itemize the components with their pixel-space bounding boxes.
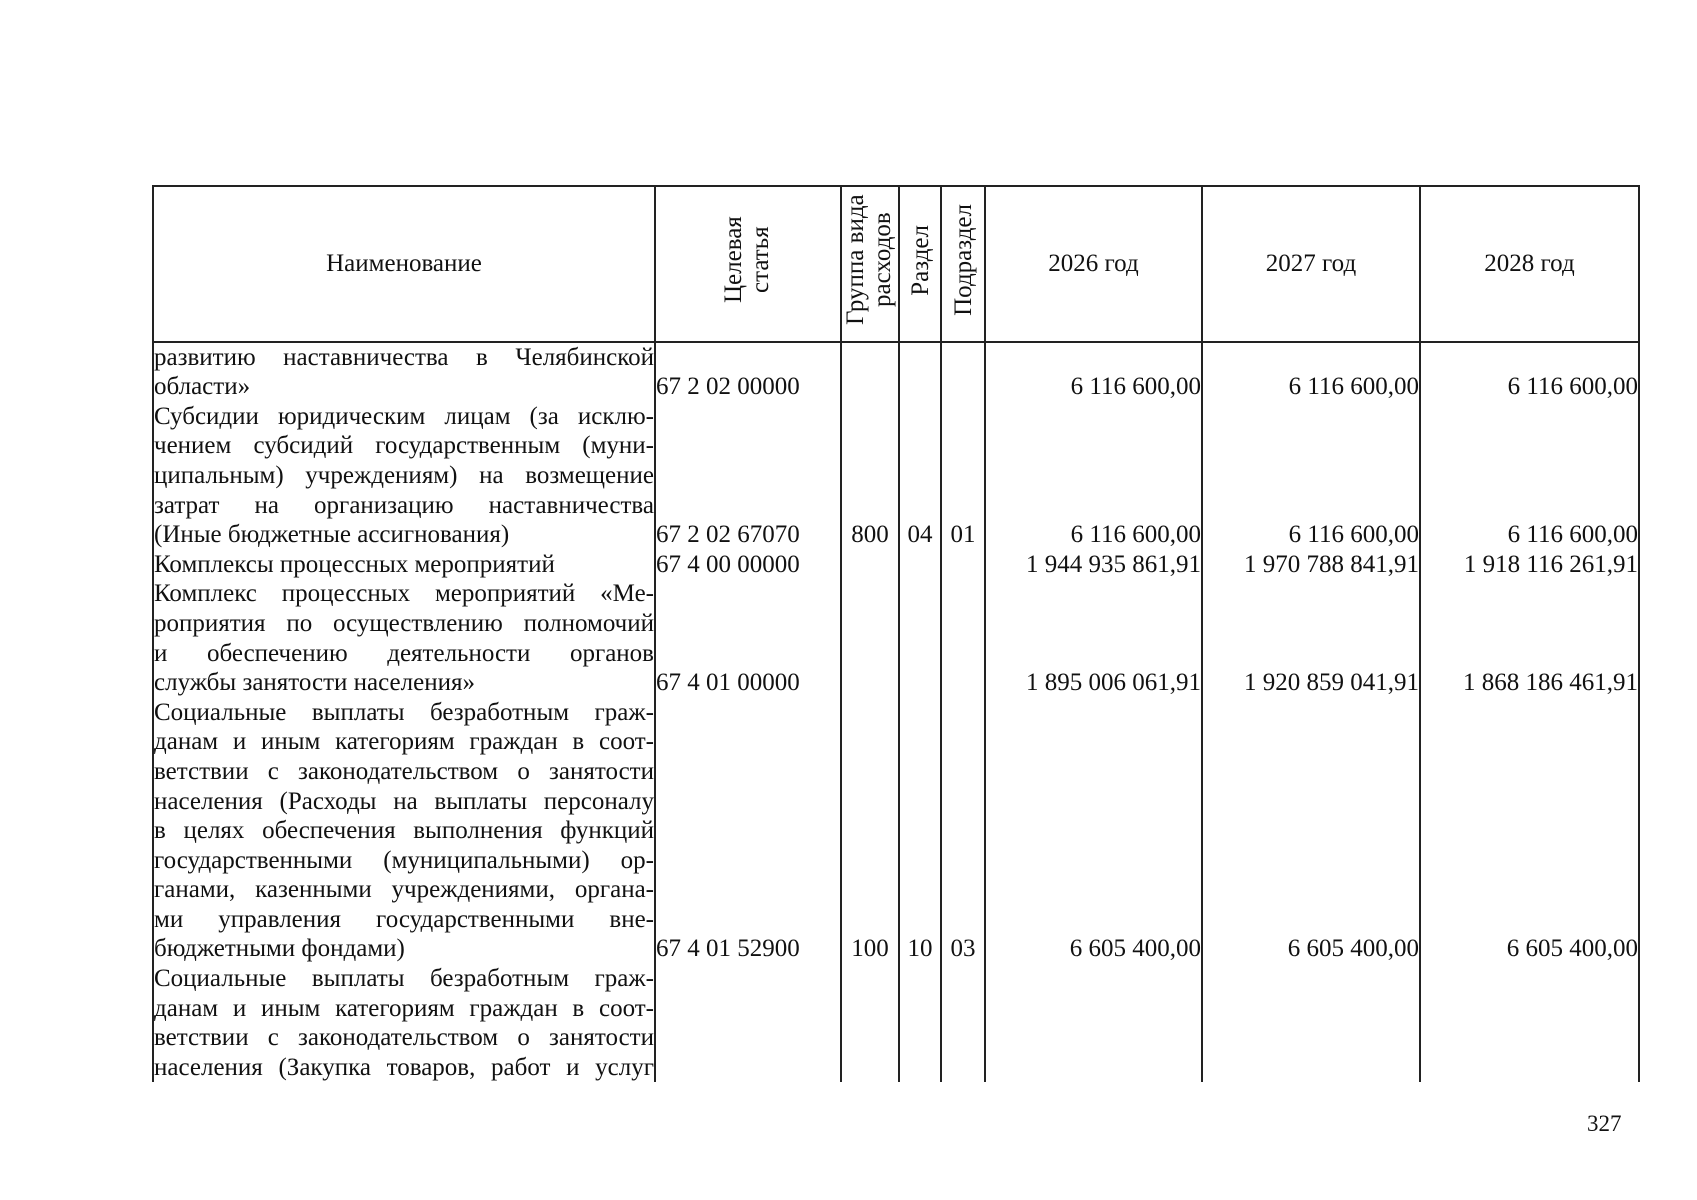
name-line: чением субсидий государственным (муни- [154, 432, 654, 460]
name-line: бюджетными фондами) [154, 935, 405, 963]
expense-group-cell [841, 964, 899, 1082]
amount-2027-cell: 6 116 600,00 [1202, 402, 1420, 550]
header-subsection [941, 186, 985, 342]
table-row [153, 964, 1639, 1082]
target-article-cell: 67 2 02 67070 [655, 402, 841, 550]
name-line: и обеспечению деятельности органов [154, 639, 654, 667]
amount-2027-cell: 1 970 788 841,91 [1202, 550, 1420, 580]
expense-group-cell [841, 550, 899, 580]
name-line: ми управления государственными вне- [154, 905, 654, 933]
header-target-article [655, 186, 841, 342]
section-cell: 04 [899, 402, 941, 550]
subsection-cell [941, 579, 985, 697]
name-line: ципальным) учреждениям) на возмещение [154, 461, 654, 489]
expense-group-cell [841, 579, 899, 697]
name-cell [153, 964, 655, 1082]
header-target-article-label: Целевая статья [720, 216, 774, 304]
subsection-cell [941, 550, 985, 580]
expense-group-cell: 800 [841, 402, 899, 550]
header-section-label: Раздел [906, 224, 934, 296]
name-cell [153, 550, 655, 580]
amount-2028-cell: 1 868 186 461,91 [1420, 579, 1639, 697]
table-row [153, 550, 1639, 580]
name-line: данам и иным категориям граждан в соот- [154, 728, 654, 756]
expense-group-cell [841, 342, 899, 402]
amount-2026-cell [985, 964, 1202, 1082]
subsection-cell: 03 [941, 698, 985, 964]
amount-2027-cell [1202, 964, 1420, 1082]
name-line: ветствии с законодательством о занятости [154, 757, 654, 785]
name-cell [153, 579, 655, 697]
amount-2027-cell: 6 605 400,00 [1202, 698, 1420, 964]
page-number: 327 [1587, 1111, 1622, 1136]
amount-2026-cell: 6 116 600,00 [985, 342, 1202, 402]
name-cell [153, 342, 655, 402]
name-line: Комплексы процессных мероприятий [154, 550, 555, 578]
target-article-cell: 67 4 01 52900 [655, 698, 841, 964]
header-expense-group-label: Группа вида расходов [842, 194, 896, 326]
header-expense-group [841, 186, 899, 342]
name-line: развитию наставничества в Челябинской [154, 343, 654, 371]
amount-2027-cell: 6 116 600,00 [1202, 342, 1420, 402]
name-line: ганами, казенными учреждениями, органа- [154, 876, 654, 904]
amount-2028-cell [1420, 964, 1639, 1082]
amount-2026-cell: 6 116 600,00 [985, 402, 1202, 550]
amount-2027-cell: 1 920 859 041,91 [1202, 579, 1420, 697]
header-year-2028: 2028 год [1420, 186, 1639, 342]
header-section [899, 186, 941, 342]
name-line: Субсидии юридическим лицам (за исклю- [154, 402, 654, 430]
subsection-cell: 01 [941, 402, 985, 550]
amount-2026-cell: 1 944 935 861,91 [985, 550, 1202, 580]
name-line: населения (Закупка товаров, работ и услуг [154, 1053, 654, 1081]
name-line: (Иные бюджетные ассигнования) [154, 521, 510, 549]
name-line: данам и иным категориям граждан в соот- [154, 994, 654, 1022]
table-row [153, 579, 1639, 697]
table-row [153, 698, 1639, 964]
name-line: Комплекс процессных мероприятий «Ме- [154, 580, 654, 608]
header-year-2027: 2027 год [1202, 186, 1420, 342]
amount-2026-cell: 1 895 006 061,91 [985, 579, 1202, 697]
name-line: роприятия по осуществлению полномочий [154, 609, 654, 637]
name-cell [153, 698, 655, 964]
name-line: населения (Расходы на выплаты персоналу [154, 787, 654, 815]
name-line: затрат на организацию наставничества [154, 491, 654, 519]
name-line: Социальные выплаты безработным граж- [154, 698, 654, 726]
name-line: в целях обеспечения выполнения функций [154, 817, 654, 845]
table-row [153, 342, 1639, 402]
section-cell [899, 342, 941, 402]
expense-group-cell: 100 [841, 698, 899, 964]
header-subsection-label: Подраздел [949, 204, 977, 316]
amount-2028-cell: 1 918 116 261,91 [1420, 550, 1639, 580]
target-article-cell: 67 4 00 00000 [655, 550, 841, 580]
amount-2028-cell: 6 605 400,00 [1420, 698, 1639, 964]
section-cell [899, 550, 941, 580]
name-line: области» [154, 373, 251, 401]
name-cell [153, 402, 655, 550]
budget-table [152, 185, 1640, 1082]
table-row [153, 402, 1639, 550]
section-cell [899, 964, 941, 1082]
header-year-2026: 2026 год [985, 186, 1202, 342]
section-cell [899, 579, 941, 697]
amount-2028-cell: 6 116 600,00 [1420, 342, 1639, 402]
name-line: государственными (муниципальными) ор- [154, 846, 654, 874]
target-article-cell [655, 964, 841, 1082]
header-row [153, 186, 1639, 342]
amount-2028-cell: 6 116 600,00 [1420, 402, 1639, 550]
name-line: Социальные выплаты безработным граж- [154, 965, 654, 993]
name-line: службы занятости населения» [154, 669, 475, 697]
subsection-cell [941, 342, 985, 402]
header-name: Наименование [153, 186, 655, 342]
amount-2026-cell: 6 605 400,00 [985, 698, 1202, 964]
section-cell: 10 [899, 698, 941, 964]
name-line: ветствии с законодательством о занятости [154, 1024, 654, 1052]
target-article-cell: 67 2 02 00000 [655, 342, 841, 402]
target-article-cell: 67 4 01 00000 [655, 579, 841, 697]
subsection-cell [941, 964, 985, 1082]
